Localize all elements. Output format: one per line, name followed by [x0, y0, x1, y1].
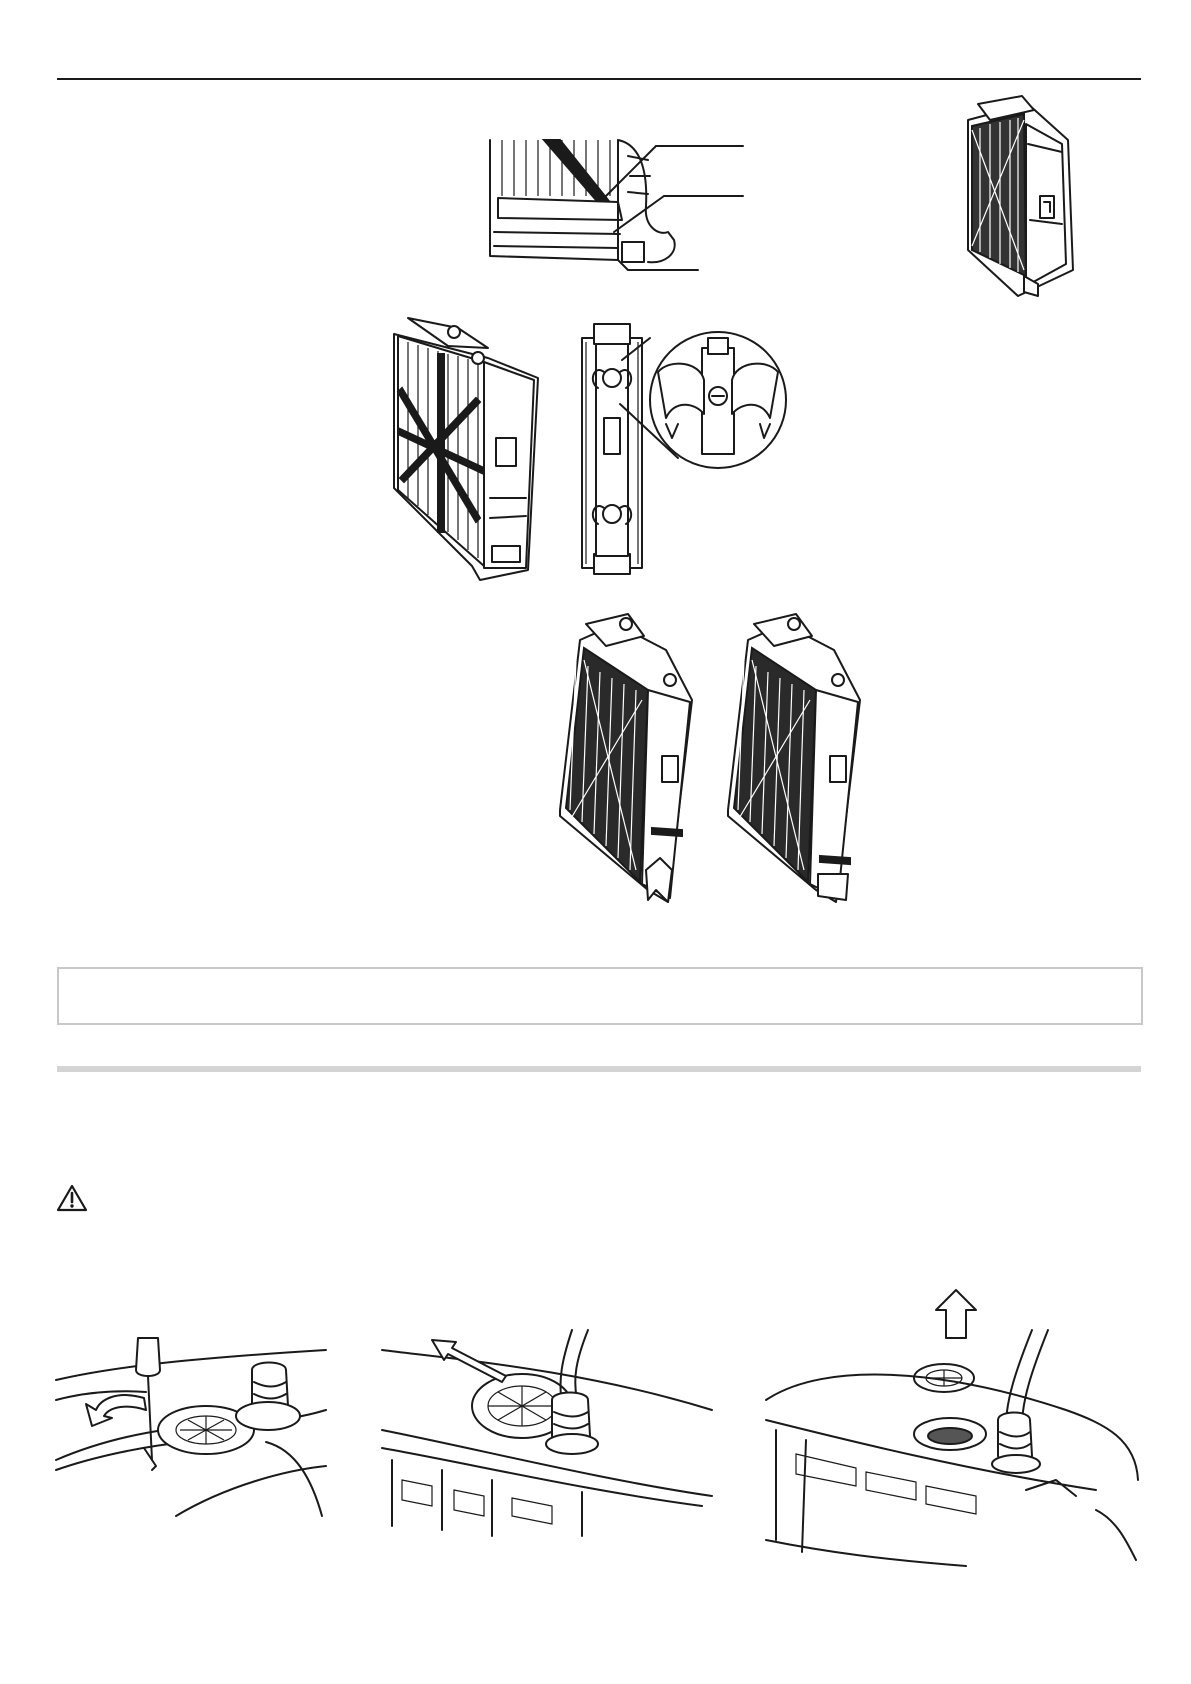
filter-slot-illustration [488, 136, 748, 276]
impeller-cover-lift-illustration [766, 1290, 1142, 1570]
filter-open-side-illustration [388, 318, 548, 584]
header-rule [57, 78, 1141, 80]
section-divider [57, 1066, 1141, 1072]
impeller-cover-unscrew-illustration [56, 1330, 328, 1520]
filter-cartridge-small-illustration [958, 100, 1088, 300]
warning-triangle-icon [56, 1184, 88, 1212]
impeller-cover-slide-illustration [382, 1330, 712, 1540]
note-box [57, 967, 1143, 1025]
filter-pair-illustration [556, 620, 896, 910]
filter-clip-detail-illustration [574, 318, 794, 578]
